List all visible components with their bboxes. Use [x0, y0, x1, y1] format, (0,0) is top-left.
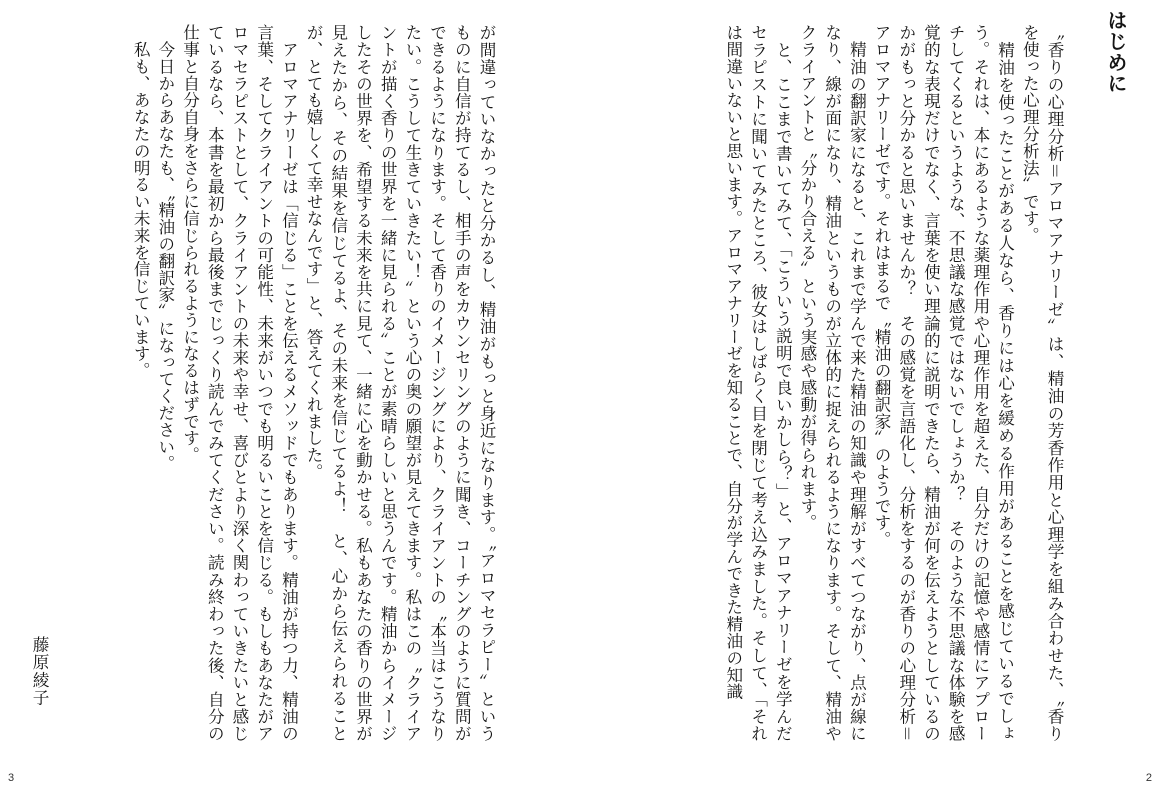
right-page-body-text: 〝香りの心理分析＝アロマアナリーゼ〟は、精油の芳香作用と心理学を組み合わせた、〝香りを使った心理分析法〟です。 精油を使ったことがある人なら、香りには心を緩める作用があることを感じているでしょう。それは、本にあるような薬理作用や心理作用を超えた、自分だけの記憶や感情にアプローチしてくるというような、不思議な感覚ではないでしょうか？ そのような不思議な体験を感覚的な表現だけでなく、言葉を使い理論的に説明できたら、精油が何を伝えようとしているのかがもっと分かると思いませんか？ その感覚を言語化し、分析をするのが香りの心理分析＝アロマアナリーゼです。それはまるで〝精油の翻訳家〟のようです。 精油の翻訳家になると、これまで学んで来た精油の知識や理解がすべてつながり、点が線になり、線が面になり、精油というものが立体的に捉えられるようになります。そして、精油やクライアントと〝分かり合える〟という実感や感動が得られます。 と、ここまで書いてみて、「こういう説明で良いかしら？」と、アロマアナリーゼを学んだセラピストに聞いてみたところ、彼女はしばらく目を閉じて考え込みました。そして、「それは間違いないと思います。アロマアナリーゼを知ることで、自分が学んできた精油の知識: [723, 24, 1064, 742]
left-page-body-text: が間違っていなかったと分かるし、精油がもっと身近になります。〝アロマセラピー〟というものに自信が持てるし、相手の声をカウンセリングのように聞き、コーチングのように質問ができるようになります。そして香りのイメージングにより、クライアントの〝本当はこうなりたい。こうして生きていきたい！〟という心の奥の願望が見えてきます。私はこの〝クライアントが描く香りの世界を一緒に見られる〟ことが素晴らしいと思うんです。精油からイメージしたその世界を、希望する未来を共に見て、一緒に心を動かせる。私もあなたの香りの世界が見えたから、その結果を信じてるよ、その未来を信じてるよ！ と、心から伝えられることが、とても嬉しくて幸せなんです」と、答えてくれました。 アロマアナリーゼは「信じる」ことを伝えるメソッドでもあります。精油が持つ力、精油の言葉、そしてクライアントの可能性、未来がいつでも明るいことを信じる。もしもあなたがアロマセラピストとして、クライアントの未来や幸せ、喜びとより深く関わっていきたいと感じているなら、本書を最初から最後までじっくり読んでみてください。読み終わった後、自分の仕事と自分自身をさらに信じられるようになるはずです。 今日からあなたも、〝精油の翻訳家〟になってください。 私も、あなたの明るい未来を信じています。: [131, 24, 496, 742]
author-signature: 藤原綾子: [30, 636, 49, 707]
chapter-title: はじめに: [1104, 10, 1128, 94]
page-number-left: 3: [8, 772, 15, 784]
right-page: [585, 0, 1170, 800]
page-number-right: 2: [1145, 772, 1152, 784]
